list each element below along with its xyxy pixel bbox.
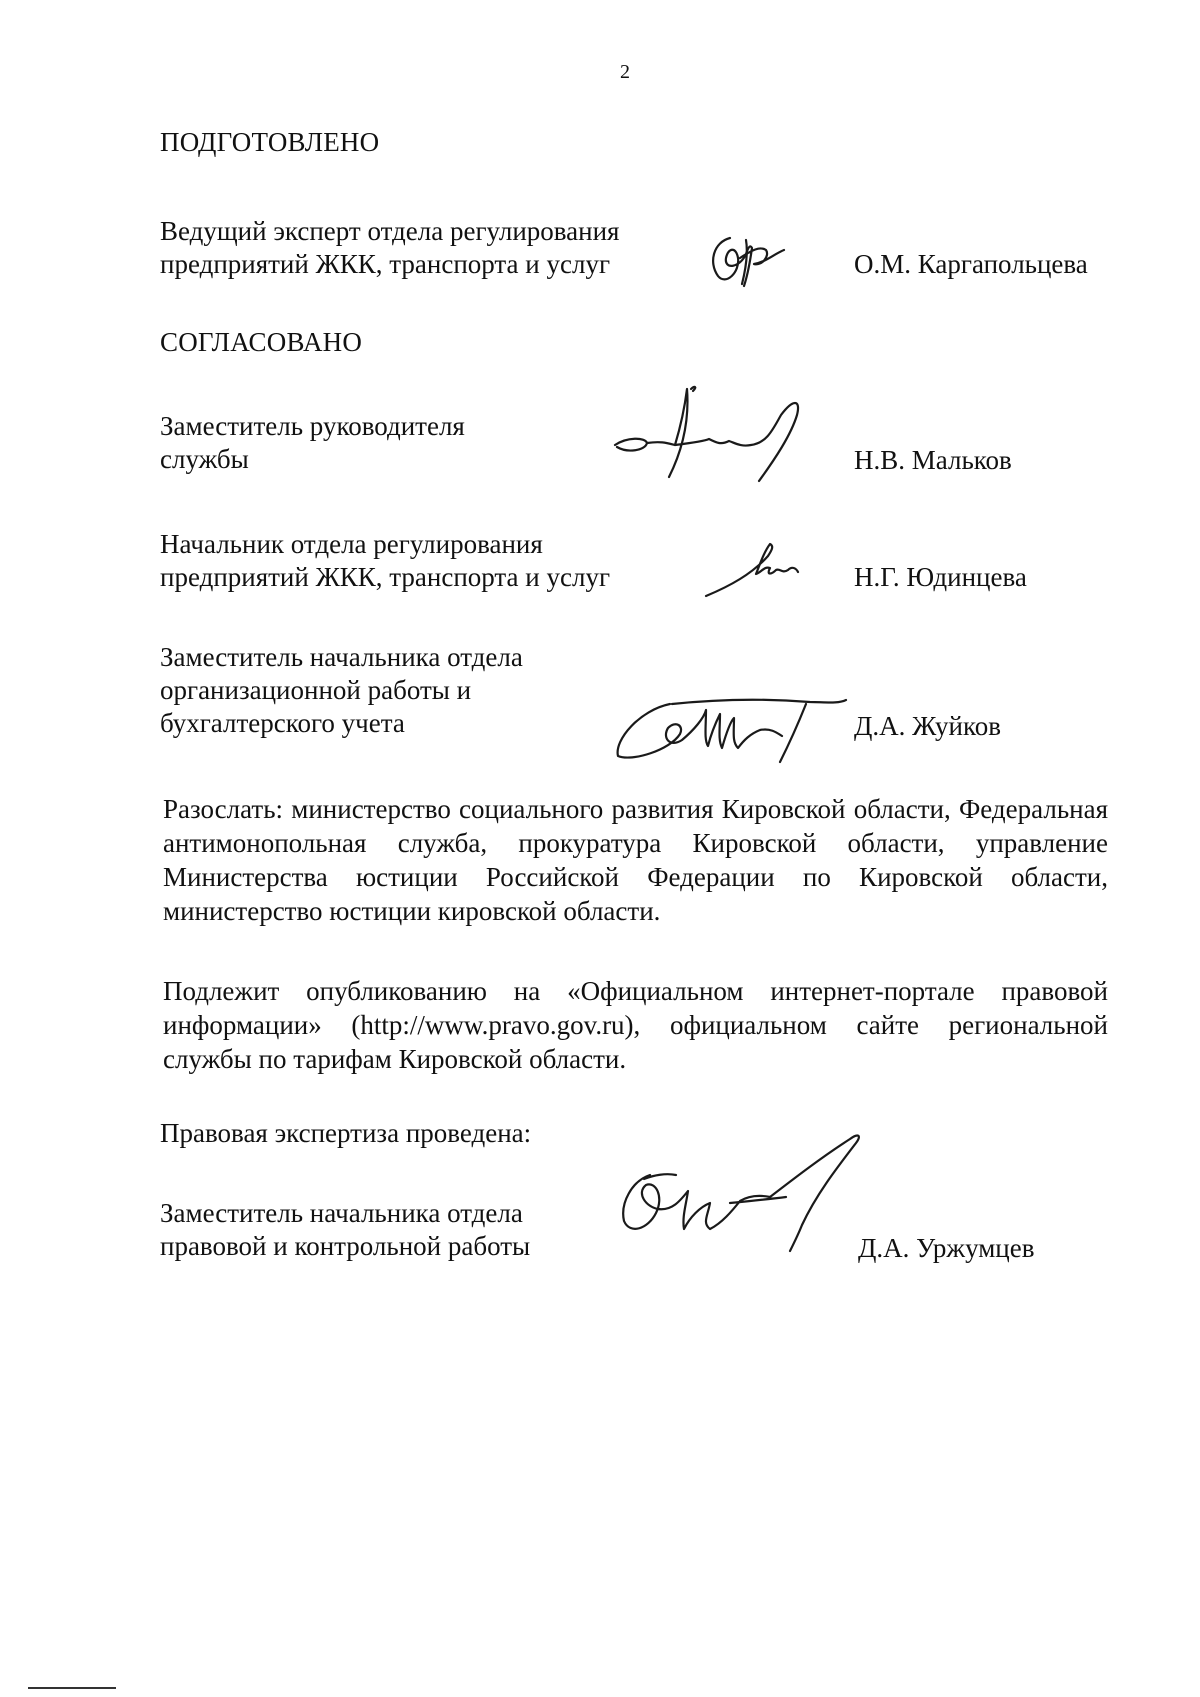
signer-1-line2: службы [160,444,249,474]
signature-yudintseva [700,538,810,603]
signer-2-line1: Начальник отдела регулирования [160,529,543,559]
signer-1-line1: Заместитель руководителя [160,411,465,441]
prepared-position-line1: Ведущий эксперт отдела регулирования [160,216,620,246]
signature-zhuykov [610,690,850,770]
scan-edge-line [28,1687,116,1689]
signer-2-line2: предприятий ЖКК, транспорта и услуг [160,562,611,592]
signer-3-name: Д.А. Жуйков [854,711,1001,741]
legal-review-position-line2: правовой и контрольной работы [160,1231,531,1261]
signature-urzhumtsev [610,1125,890,1255]
publication-paragraph: Подлежит опубликованию на «Официальном интернет-портале правовой информации» (http://www.pravo.gov.ru), официальном сайте региональной службы по тарифам Кировской области. [163,976,1108,1074]
signer-3-line3: бухгалтерского учета [160,708,405,738]
prepared-name: О.М. Каргапольцева [854,249,1088,279]
legal-review-heading: Правовая экспертиза проведена: [160,1118,532,1148]
legal-review-name: Д.А. Уржумцев [858,1233,1035,1263]
distribution-paragraph: Разослать: министерство социального развития Кировской области, Федеральная антимонопольная служба, прокуратура Кировской области, управление Министерства юстиции Российской Федерации по Кировской области, министерство юстиции кировской области. [163,794,1108,926]
signer-1-name: Н.В. Мальков [854,445,1012,475]
prepared-heading: ПОДГОТОВЛЕНО [160,127,380,157]
signer-3-line1: Заместитель начальника отдела [160,642,523,672]
signer-2-name: Н.Г. Юдинцева [854,562,1027,592]
page-number: 2 [620,61,630,83]
signer-3-line2: организационной работы и [160,675,472,705]
legal-review-position-line1: Заместитель начальника отдела [160,1198,523,1228]
signature-kargapoltseva [700,228,810,298]
agreed-heading: СОГЛАСОВАНО [160,327,363,357]
signature-malkov [605,385,835,495]
prepared-position-line2: предприятий ЖКК, транспорта и услуг [160,249,611,279]
